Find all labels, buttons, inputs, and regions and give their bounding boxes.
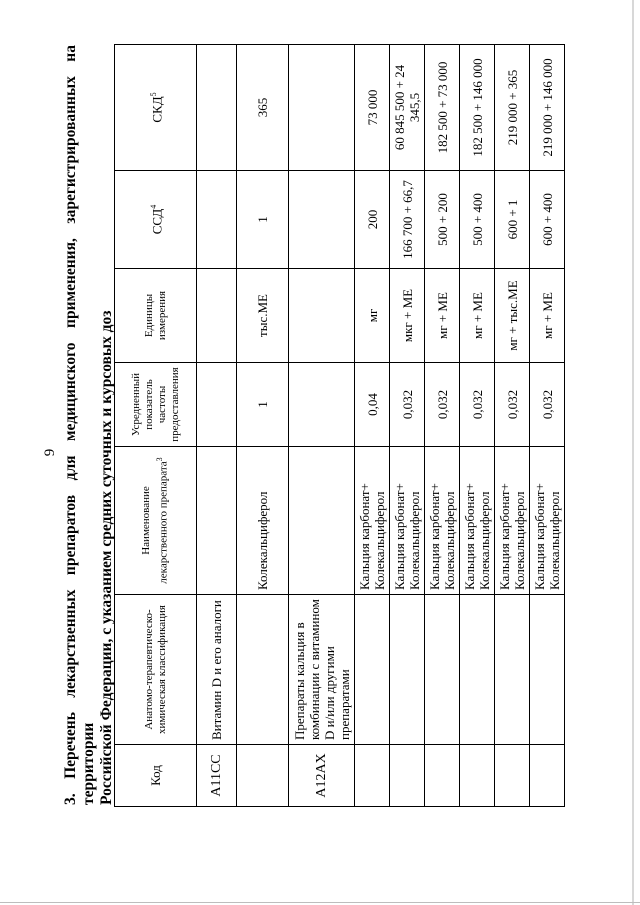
drug-ssd: 600 + 1: [495, 171, 530, 269]
drug-skd: 60 845 500 + 24 345,5: [390, 45, 425, 171]
drug-unit: мг + тыс.МЕ: [495, 269, 530, 363]
group-atc: Препараты кальция в комбинации с витамином D и/или другими препаратами: [289, 595, 355, 745]
drug-frequency: 1: [237, 363, 289, 447]
drug-name: Кальция карбонат+ Колекальциферол: [460, 447, 495, 595]
drug-unit: мг + МЕ: [530, 269, 565, 363]
drug-frequency: 0,032: [460, 363, 495, 447]
header-atc: Анатомо-терапевтическо-химическая классификация: [115, 595, 197, 745]
group-atc: Витамин D и его аналоги: [197, 595, 237, 745]
table-row: [237, 45, 289, 807]
drug-unit: мкг + МЕ: [390, 269, 425, 363]
group-code: A12AX: [289, 745, 355, 807]
drug-ssd: 200: [355, 171, 390, 269]
drug-frequency: 0,032: [530, 363, 565, 447]
table-row: [495, 45, 530, 807]
drug-ssd: 1: [237, 171, 289, 269]
drug-name: Кальция карбонат+ Колекальциферол: [495, 447, 530, 595]
header-ssd: ССД$^4$: [115, 171, 197, 269]
header-name: Наименование лекарственного препарата$^3$: [115, 447, 197, 595]
group-code: A11CC: [197, 745, 237, 807]
page-number: 9: [42, 448, 58, 457]
drug-skd: 219 000 + 146 000: [530, 45, 565, 171]
table-row: [425, 45, 460, 807]
table-row-group-a11cc: [197, 45, 237, 807]
drug-name: Кальция карбонат+ Колекальциферол: [355, 447, 390, 595]
drug-frequency: 0,04: [355, 363, 390, 447]
drug-skd: 73 000: [355, 45, 390, 171]
header-unit: Единицы измерения: [115, 269, 197, 363]
drug-ssd: 600 + 400: [530, 171, 565, 269]
drug-skd: 182 500 + 146 000: [460, 45, 495, 171]
drug-ssd: 500 + 400: [460, 171, 495, 269]
drug-frequency: 0,032: [495, 363, 530, 447]
drug-unit: мг: [355, 269, 390, 363]
section-heading: [62, 45, 116, 805]
drug-ssd: 500 + 200: [425, 171, 460, 269]
header-skd: СКД$^5$: [115, 45, 197, 171]
header-frequency: Усредненный показатель частоты предоставления: [115, 363, 197, 447]
table-row: [390, 45, 425, 807]
heading-line-1: 3. Перечень лекарственных препаратов для медицинского применения, зарегистрированных на территории: [62, 45, 97, 805]
drug-unit: мг + МЕ: [460, 269, 495, 363]
table-row: [355, 45, 390, 807]
table-row-group-a12ax: [289, 45, 355, 807]
drug-skd: 182 500 + 73 000: [425, 45, 460, 171]
header-code: Код: [115, 745, 197, 807]
drug-unit: мг + МЕ: [425, 269, 460, 363]
drug-ssd: 166 700 + 66,7: [390, 171, 425, 269]
drug-name: Кальция карбонат+ Колекальциферол: [530, 447, 565, 595]
drug-name: Кальция карбонат+ Колекальциферол: [390, 447, 425, 595]
table-header-row: [115, 45, 197, 807]
drug-frequency: 0,032: [390, 363, 425, 447]
drug-table: [114, 44, 565, 807]
drug-unit: тыс.МЕ: [237, 269, 289, 363]
heading-line-2: Российской Федерации, с указанием средних суточных и курсовых доз: [98, 310, 115, 805]
drug-name: Колекальциферол: [237, 447, 289, 595]
drug-skd: 365: [237, 45, 289, 171]
drug-frequency: 0,032: [425, 363, 460, 447]
drug-name: Кальция карбонат+ Колекальциферол: [425, 447, 460, 595]
table-row: [530, 45, 565, 807]
table-row: [460, 45, 495, 807]
drug-skd: 219 000 + 365: [495, 45, 530, 171]
